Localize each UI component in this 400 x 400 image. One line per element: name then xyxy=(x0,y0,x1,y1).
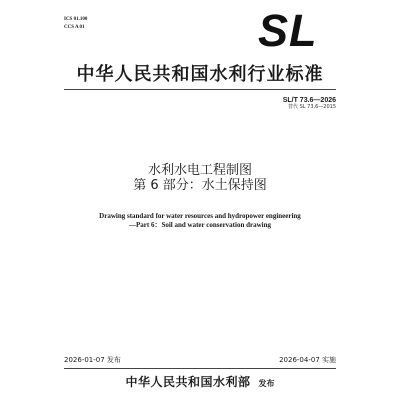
ccs-code: CCS A 01 xyxy=(64,25,85,30)
standard-category-title: 中华人民共和国水利行业标准 xyxy=(76,64,324,85)
issuing-authority xyxy=(0,375,400,391)
ics-code: ICS 01.100 xyxy=(64,17,88,22)
top-divider xyxy=(64,89,336,90)
issue-verb: 发布 xyxy=(258,379,275,388)
bottom-divider xyxy=(64,368,336,369)
classification-codes xyxy=(64,16,87,32)
issuing-organization: 中华人民共和国水利部 xyxy=(125,375,251,389)
english-title-line-2: —Part 6：Soil and water conservation drawing xyxy=(128,221,271,229)
chinese-title-line-1: 水利水电工程制图 xyxy=(147,163,252,178)
chinese-title-line-2: 第 6 部分：水土保持图 xyxy=(133,178,267,193)
standard-number: SL/T 73.6—2026 xyxy=(282,97,336,104)
sl-logo: SL xyxy=(258,5,318,56)
implementation-date: 2026-04-07 实施 xyxy=(279,356,336,364)
publication-date: 2026-01-07 发布 xyxy=(64,356,121,364)
english-title-line-1: Drawing standard for water resources and hydropower engineering xyxy=(99,212,301,220)
replaces-note: 替代 SL 73.6—2015 xyxy=(288,104,336,110)
